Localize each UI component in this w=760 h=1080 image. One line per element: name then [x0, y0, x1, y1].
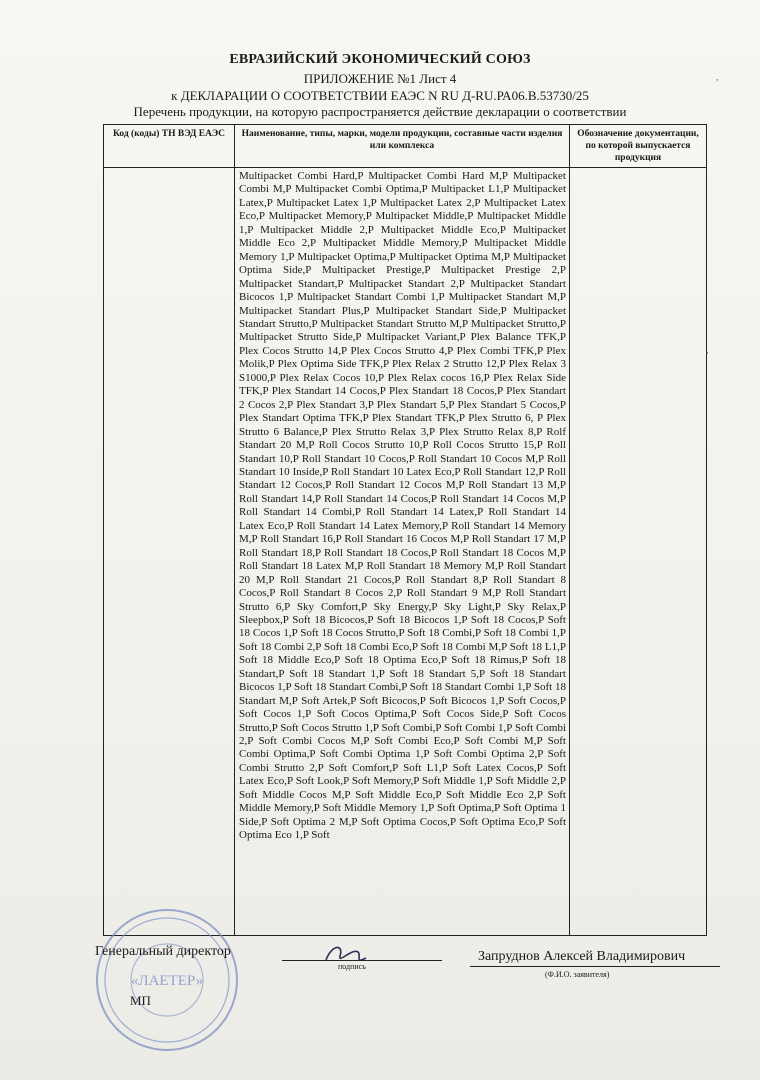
- declaration-number: к ДЕКЛАРАЦИИ О СООТВЕТСТВИИ ЕАЭС N RU Д-RU.РА06.В.53730/25: [171, 88, 589, 103]
- header-documentation: Обозначение документации, по которой выпускается продукция: [570, 125, 707, 168]
- cell-product-list: Multipacket Combi Hard,P Multipacket Combi Hard M,P Multipacket Combi M,P Multipacket Combi Optima,P Multipacket L1,P Multipacket Latex,P Multipacket Latex 1,P Multipacket Latex 2,P Multipacket Latex Eco,P Multipacket Memory,P Multipacket Middle,P Multipacket Middle 1,P Multipacket Middle 2,P Multipacket Middle Eco,P Multipacket Middle Eco 2,P Multipacket Middle Memory,P Multipacket Middle Memory 1,P Multipacket Optima,P Multipacket Optima M,P Multipacket Optima Side,P Multipacket Prestige,P Multipacket Prestige 2,P Multipacket Standart,P Multipacket Standart 2,P Multipacket Standart Bicocos 1,P Multipacket Standart Combi 1,P Multipacket Standart M,P Multipacket Standart Plus,P Multipacket Standart Side,P Multipacket Standart Strutto,P Multipacket Standart Strutto M,P Multipacket Strutto,P Multipacket Strutto Side,P Multipacket Variant,P Plex Balance TFK,P Plex Cocos Strutto 14,P Plex Cocos Strutto 4,P Plex Combi TFK,P Plex Molik,P Plex Optima Side TFK,P Plex Relax 2 Strutto 12,P Plex Relax 3 S1000,P Plex Relax Cocos 10,P Plex Relax cocos 16,P Plex Relax Side TFK,P Plex Standart 14 Cocos,P Plex Standart 18 Cocos,P Plex Standart 2 Cocos 2,P Plex Standart 3,P Plex Standart 5,P Plex Standart 5 Cocos,P Plex Standart Optima TFK,P Plex Standart TFK,P Plex Strutto 6, P Plex Strutto 6 Balance,P Plex Strutto Relax 3,P Plex Strutto Relax 8,P Rolf Standart 20 M,P Roll Cocos Strutto 10,P Roll Cocos Strutto 15,P Roll Standart 10,P Roll Standart 10 Cocos,P Roll Standart 10 Cocos M,P Roll Standart 10 Inside,P Roll Standart 10 Latex Eco,P Roll Standart 12,P Roll Standart 12 Cocos,P Roll Standart 12 Cocos M,P Roll Standart 13 M,P Roll Standart 14,P Roll Standart 14 Cocos,P Roll Standart 14 Cocos M,P Roll Standart 14 Combi,P Roll Standart 14 Latex,P Roll Standart 14 Latex Eco,P Roll Standart 14 Latex Memory,P Roll Standart 14 Memory M,P Roll Standart 16,P Roll Standart 16 Cocos M,P Roll Standart 17 M,P Roll Standart 18,P Roll Standart 18 Cocos,P Roll Standart 18 Cocos M,P Roll Standart 18 Latex M,P Roll Standart 18 Memory M,P Roll Standart 20 M,P Roll Standart 21 Cocos,P Roll Standart 8,P Roll Standart 8 Cocos,P Roll Standart 8 Cocos 2,P Roll Standart 9 M,P Roll Standart Strutto 6,P Sky Comfort,P Sky Energy,P Sky Light,P Sky Relax,P Sleepbox,P Soft 18 Bicocos,P Soft 18 Bicocos 1,P Soft 18 Cocos,P Soft 18 Cocos 1,P Soft 18 Cocos Strutto,P Soft 18 Combi,P Soft 18 Combi 1,P Soft 18 Combi 2,P Soft 18 Combi Eco,P Soft 18 Combi M,P Soft 18 L1,P Soft 18 Middle Eco,P Soft 18 Optima Eco,P Soft 18 Rimus,P Soft 18 Standart,P Soft 18 Standart 1,P Soft 18 Standart 5,P Soft 18 Standart Bicocos 1,P Soft 18 Standart Combi,P Soft 18 Standart Combi 1,P Soft 18 Standart M,P Soft Artek,P Soft Bicocos,P Soft Bicocos 1,P Soft Cocos,P Soft Cocos 1,P Soft Cocos Optima,P Soft Cocos Side,P Soft Cocos Strutto,P Soft Cocos Strutto 1,P Soft Combi,P Soft Combi 1,P Soft Combi 2,P Soft Combi Cocos M,P Soft Combi Eco,P Soft Combi M,P Soft Combi Optima,P Soft Combi Optima 1,P Soft Combi Optima 2,P Soft Combi Strutto 2,P Soft Comfort,P Soft L1,P Soft Latex Cocos,P Soft Latex Eco,P Soft Look,P Soft Memory,P Soft Middle 1,P Soft Middle 2,P Soft Middle Cocos M,P Soft Middle Eco,P Soft Middle Eco 2,P Soft Middle Memory,P Soft Middle Memory 1,P Soft Optima,P Soft Optima 1 Side,P Soft Optima 2 M,P Soft Optima Cocos,P Soft Optima Eco,P Soft Optima Eco 1,P Soft: [235, 168, 570, 936]
- table-row: [104, 168, 707, 936]
- appendix-label: ПРИЛОЖЕНИЕ №1 Лист 4: [303, 71, 457, 86]
- company-stamp: [92, 905, 242, 1055]
- signature-line: [282, 960, 442, 961]
- edge-mark: ,: [716, 72, 719, 83]
- stamp-text: «ЛАЕТЕР»: [130, 973, 204, 989]
- cell-hs-code: [104, 168, 235, 936]
- product-list-subtitle: Перечень продукции, на которую распространяется действие декларации о соответствии: [133, 104, 627, 119]
- signer-full-name: Запруднов Алексей Владимирович: [478, 949, 686, 964]
- name-caption: (Ф.И.О. заявителя): [545, 970, 610, 979]
- seal-place-label: МП: [130, 993, 151, 1008]
- document-title: ЕВРАЗИЙСКИЙ ЭКОНОМИЧЕСКИЙ СОЮЗ: [229, 52, 531, 67]
- name-line: [470, 966, 720, 967]
- header-hs-code: Код (коды) ТН ВЭД ЕАЭС: [104, 125, 235, 168]
- cell-documentation: [570, 168, 707, 936]
- product-table: [103, 124, 707, 936]
- table-header-row: [104, 125, 707, 168]
- edge-mark: ,: [706, 345, 709, 356]
- signer-position: Генеральный директор: [95, 944, 231, 959]
- signature-caption: подпись: [338, 962, 366, 971]
- header-product-name: Наименование, типы, марки, модели продукции, составные части изделия или комплекса: [235, 125, 570, 168]
